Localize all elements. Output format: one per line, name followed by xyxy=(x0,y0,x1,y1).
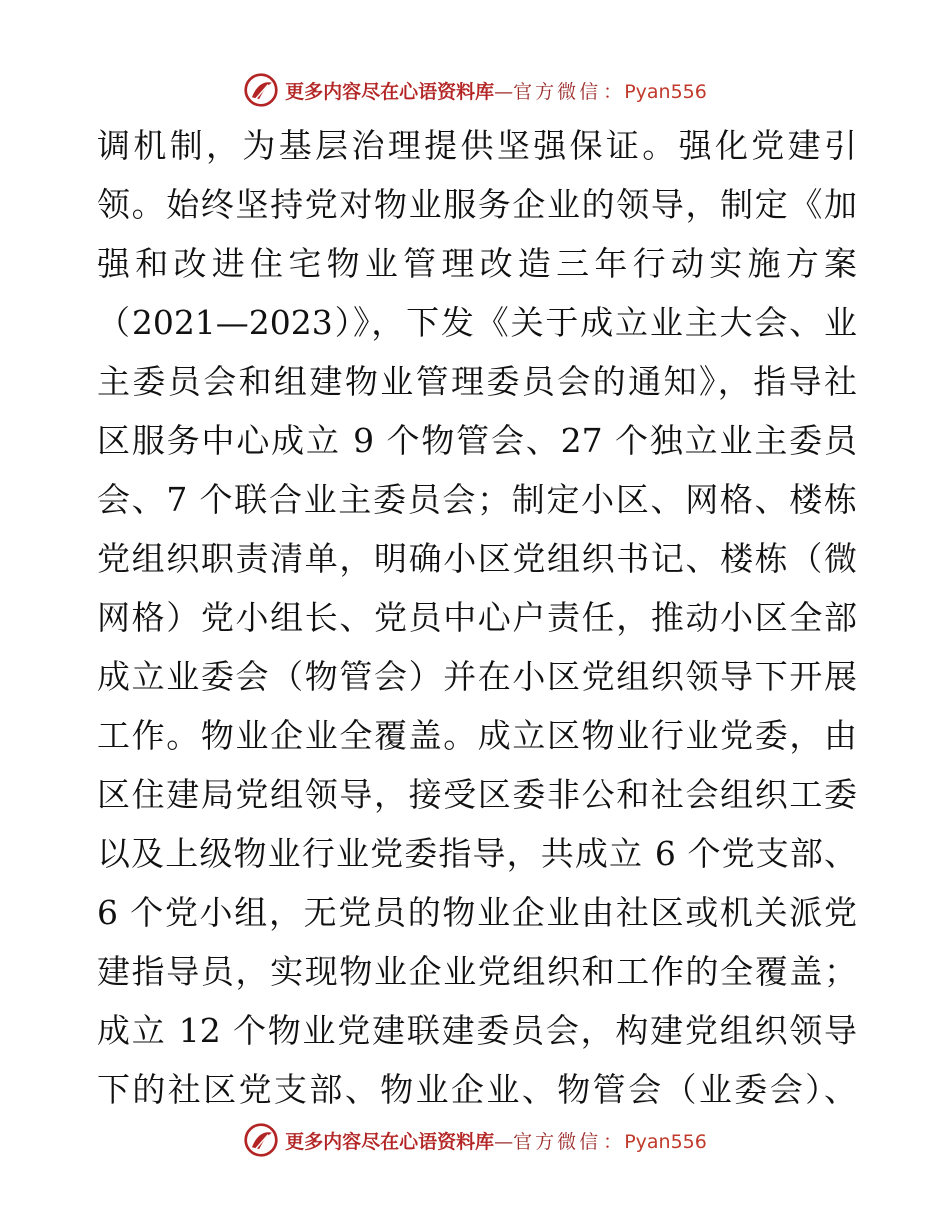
text-line: （2021—2023）》，下发《关于成立业主大会、业 xyxy=(97,303,857,342)
banner-wechat-label: 官方微信 xyxy=(513,1130,602,1153)
footer-banner-text xyxy=(285,1127,707,1154)
text-line: 调机制，为基层治理提供坚强保证。强化党建引 xyxy=(97,126,857,165)
text-line: 工作。物业企业全覆盖。成立区物业行业党委，由 xyxy=(97,716,857,755)
banner-colon: ： xyxy=(603,80,623,103)
banner-slogan: 更多内容尽在心语资料库 xyxy=(285,1130,495,1153)
text-line: 网格）党小组长、党员中心户责任，推动小区全部 xyxy=(97,598,857,637)
text-line: 主委员会和组建物业管理委员会的通知》，指导社 xyxy=(97,362,857,401)
text-line: 区住建局党组领导，接受区委非公和社会组织工委 xyxy=(97,775,857,814)
header-banner xyxy=(0,70,950,110)
text-line: 党组织职责清单，明确小区党组织书记、楼栋（微 xyxy=(97,539,857,578)
text-line: 领。始终坚持党对物业服务企业的领导，制定《加 xyxy=(97,185,857,224)
text-line: 建指导员，实现物业企业党组织和工作的全覆盖； xyxy=(97,952,857,991)
banner-wechat-id: Pyan556 xyxy=(624,80,707,103)
text-line: 强和改进住宅物业管理改造三年行动实施方案 xyxy=(97,244,857,283)
header-banner-text xyxy=(285,77,707,104)
banner-wechat-id: Pyan556 xyxy=(624,1130,707,1153)
text-line: 区服务中心成立 9 个物管会、27 个独立业主委员 xyxy=(97,421,857,460)
document-body xyxy=(97,116,857,1119)
text-line: 以及上级物业行业党委指导，共成立 6 个党支部、 xyxy=(97,834,857,873)
banner-wechat-label: 官方微信 xyxy=(513,80,602,103)
text-line: 6 个党小组，无党员的物业企业由社区或机关派党 xyxy=(97,893,857,932)
text-line: 成立业委会（物管会）并在小区党组织领导下开展 xyxy=(97,657,857,696)
library-logo-icon xyxy=(243,1122,279,1158)
footer-banner xyxy=(0,1120,950,1160)
text-line: 成立 12 个物业党建联建委员会，构建党组织领导 xyxy=(97,1011,857,1050)
banner-separator: — xyxy=(494,80,514,103)
banner-slogan: 更多内容尽在心语资料库 xyxy=(285,80,495,103)
text-line: 会、7 个联合业主委员会；制定小区、网格、楼栋 xyxy=(97,480,857,519)
library-logo-icon xyxy=(243,72,279,108)
banner-separator: — xyxy=(494,1130,514,1153)
text-line: 下的社区党支部、物业企业、物管会（业委会）、 xyxy=(97,1070,857,1109)
banner-colon: ： xyxy=(603,1130,623,1153)
